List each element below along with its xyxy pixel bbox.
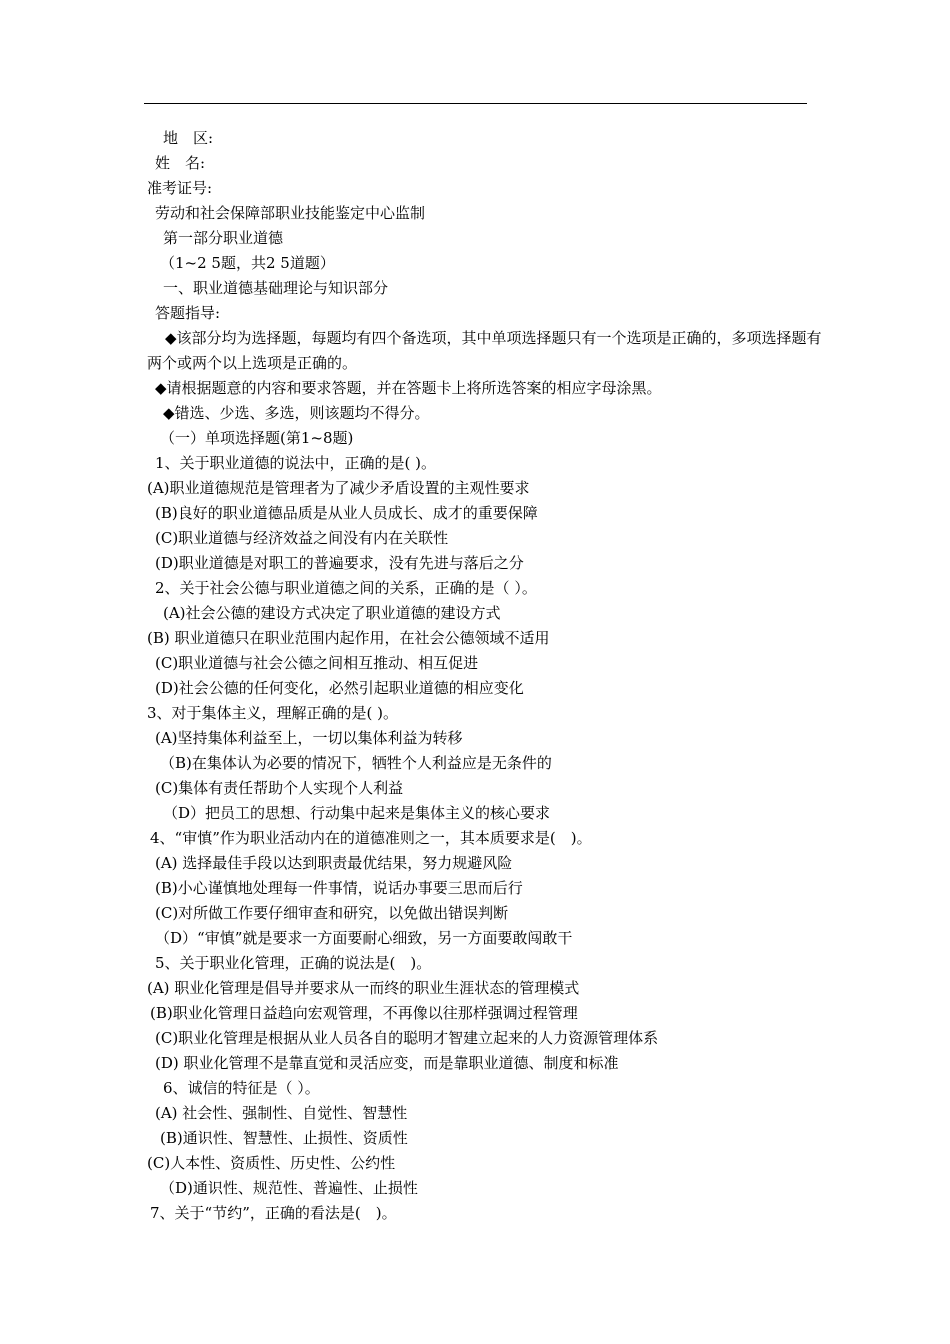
option-text: (D) 职业化管理不是靠直觉和灵活应变，而是靠职业道德、制度和标准 [155,1054,619,1072]
guide-item: ◆请根据题意的内容和要求答题，并在答题卡上将所选答案的相应字母涂黑。 [155,379,662,397]
option-text: (A)职业道德规范是管理者为了减少矛盾设置的主观性要求 [147,479,530,497]
option-text: (C)职业道德与经济效益之间没有内在关联性 [155,529,449,547]
option-text: (B)良好的职业道德品质是从业人员成长、成才的重要保障 [155,504,538,522]
guide-item: ◆错选、少选、多选，则该题均不得分。 [163,404,430,422]
option-text: (C)职业化管理是根据从业人员各自的聪明才智建立起来的人力资源管理体系 [155,1029,659,1047]
subsection-title: 一、职业道德基础理论与知识部分 [163,279,389,297]
name-field: 姓 名: [155,154,206,172]
option-text: （D）“审慎”就是要求一方面要耐心细致，另一方面要敢闯敢干 [155,929,573,947]
question-text: 3、对于集体主义，理解正确的是( )。 [147,704,399,722]
option-text: (B)小心谨慎地处理每一件事情，说话办事要三思而后行 [155,879,523,897]
question-text: 5、关于职业化管理，正确的说法是( )。 [155,954,432,972]
option-text: (D)职业道德是对职工的普遍要求，没有先进与落后之分 [155,554,524,572]
question-text: 2、关于社会公德与职业道德之间的关系，正确的是（ ）。 [155,579,537,597]
option-text: (B)通识性、智慧性、止损性、资质性 [160,1129,408,1147]
option-text: (A) 职业化管理是倡导并要求从一而终的职业生涯状态的管理模式 [147,979,580,997]
option-text: (B)职业化管理日益趋向宏观管理，不再像以往那样强调过程管理 [150,1004,578,1022]
part-title: 第一部分职业道德 [163,229,284,247]
option-text: （D)通识性、规范性、普遍性、止损性 [160,1179,418,1197]
question-text: 1、关于职业道德的说法中，正确的是( )。 [155,454,437,472]
question-text: 7、关于“节约”，正确的看法是( )。 [150,1204,397,1222]
option-text: （B)在集体认为必要的情况下，牺牲个人利益应是无条件的 [160,754,552,772]
option-text: (A) 社会性、强制性、自觉性、智慧性 [155,1104,408,1122]
option-text: (D)社会公德的任何变化，必然引起职业道德的相应变化 [155,679,524,697]
option-text: (C)对所做工作要仔细审查和研究，以免做出错误判断 [155,904,509,922]
option-text: (A)社会公德的建设方式决定了职业道德的建设方式 [163,604,501,622]
option-text: (C)人本性、资质性、历史性、公约性 [147,1154,396,1172]
single-choice-heading: （一）单项选择题(第1~8题) [160,429,354,447]
question-text: 6、诚信的特征是（ ）。 [163,1079,320,1097]
option-text: (C)职业道德与社会公德之间相互推动、相互促进 [155,654,479,672]
option-text: (C)集体有责任帮助个人实现个人利益 [155,779,404,797]
supervisor-line: 劳动和社会保障部职业技能鉴定中心监制 [155,204,426,222]
option-text: (A) 选择最佳手段以达到职责最优结果，努力规避风险 [155,854,513,872]
question-range: （1~2 5题，共2 5道题） [160,254,335,272]
guide-item: ◆该部分均为选择题，每题均有四个备选项，其中单项选择题只有一个选项是正确的，多项选择题有两个或两个以上选项是正确的。 [147,329,822,372]
exam-id-field: 准考证号: [147,179,213,197]
option-text: (B) 职业道德只在职业范围内起作用，在社会公德领域不适用 [147,629,550,647]
header-rule [144,103,807,104]
region-field: 地 区: [163,129,214,147]
guide-title: 答题指导: [155,304,221,322]
option-text: (A)坚持集体利益至上，一切以集体利益为转移 [155,729,463,747]
question-text: 4、“审慎”作为职业活动内在的道德准则之一，其本质要求是( )。 [150,829,592,847]
option-text: （D）把员工的思想、行动集中起来是集体主义的核心要求 [163,804,551,822]
